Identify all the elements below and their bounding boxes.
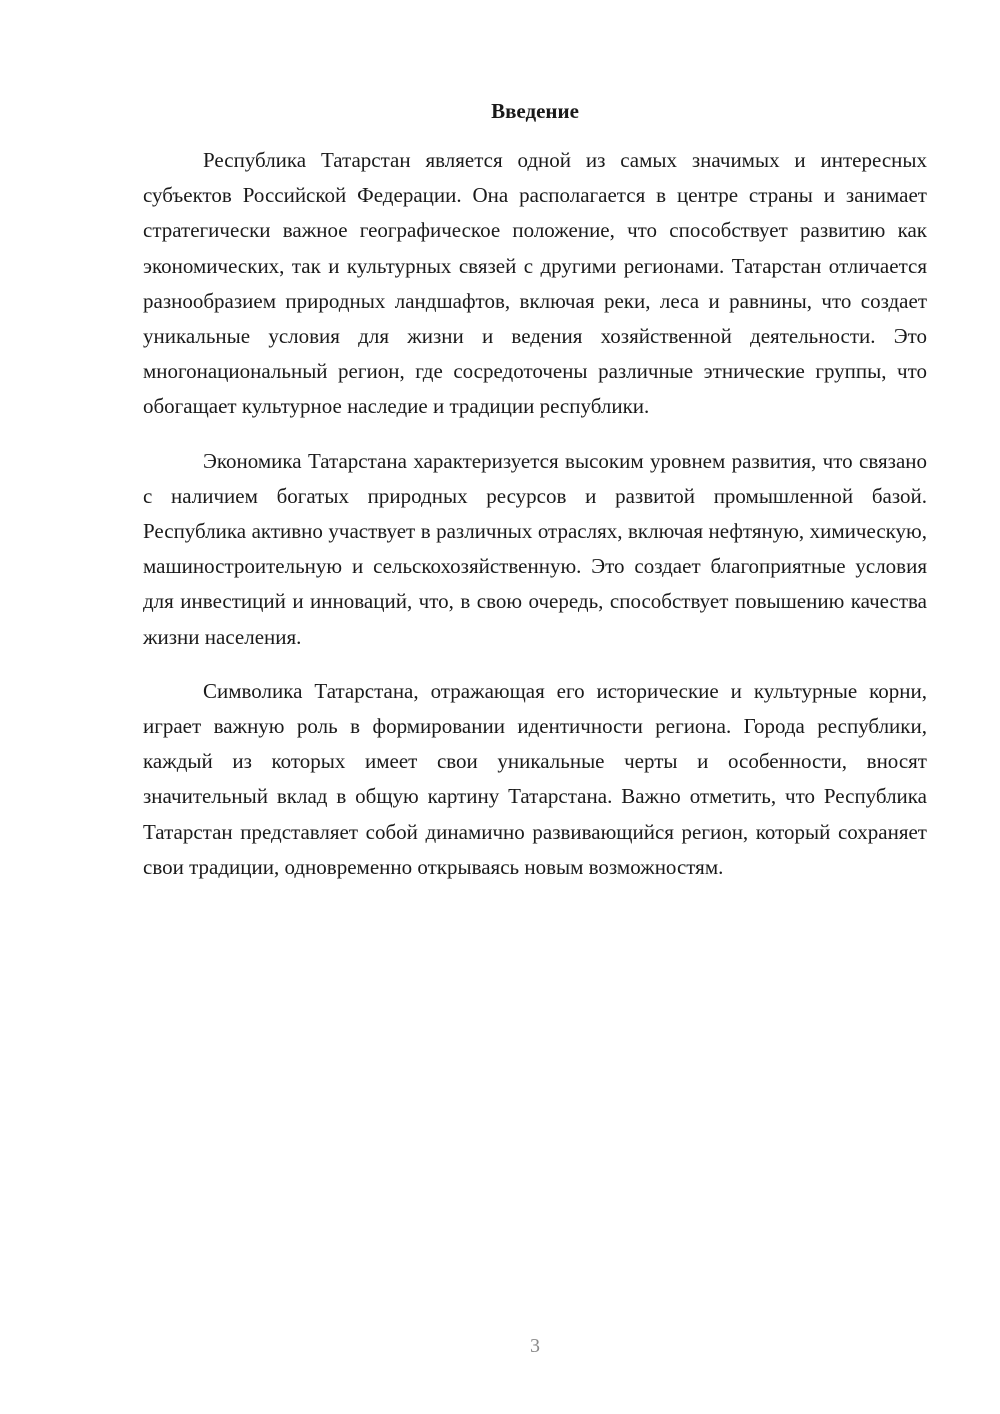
paragraph-2: Экономика Татарстана характеризуется высоким уровнем развития, что связано с наличием богатых природных ресурсов и развитой промышленной базой. Республика активно участвует в различных отраслях, включая нефтяную, химическую, машиностроительную и сельскохозяйственную. Это создает благоприятные условия для инвестиций и инноваций, что, в свою очередь, способствует повышению качества жизни населения. <box>143 448 927 649</box>
paragraph-1: Республика Татарстан является одной из самых значимых и интересных субъектов Российской Федерации. Она располагается в центре страны и занимает стратегически важное географическое положение, что способствует развитию как экономических, так и культурных связей с другими регионами. Татарстан отличается разнообразием природных ландшафтов, включая реки, леса и равнины, что создает уникальные условия для жизни и ведения хозяйственной деятельности. Это многонациональный регион, где сосредоточены различные этнические группы, что обогащает культурное наследие и традиции республики. <box>143 148 927 419</box>
page-number: 3 <box>530 1335 540 1357</box>
page-title: Введение <box>491 99 579 123</box>
document-body <box>143 143 927 904</box>
paragraph-3: Символика Татарстана, отражающая его исторические и культурные корни, играет важную роль в формировании идентичности региона. Города республики, каждый из которых имеет свои уникальные черты и особенности, вносят значительный вклад в общую картину Татарстана. Важно отметить, что Республика Татарстан представляет собой динамично развивающийся регион, который сохраняет свои традиции, одновременно открываясь новым возможностям. <box>143 678 927 879</box>
